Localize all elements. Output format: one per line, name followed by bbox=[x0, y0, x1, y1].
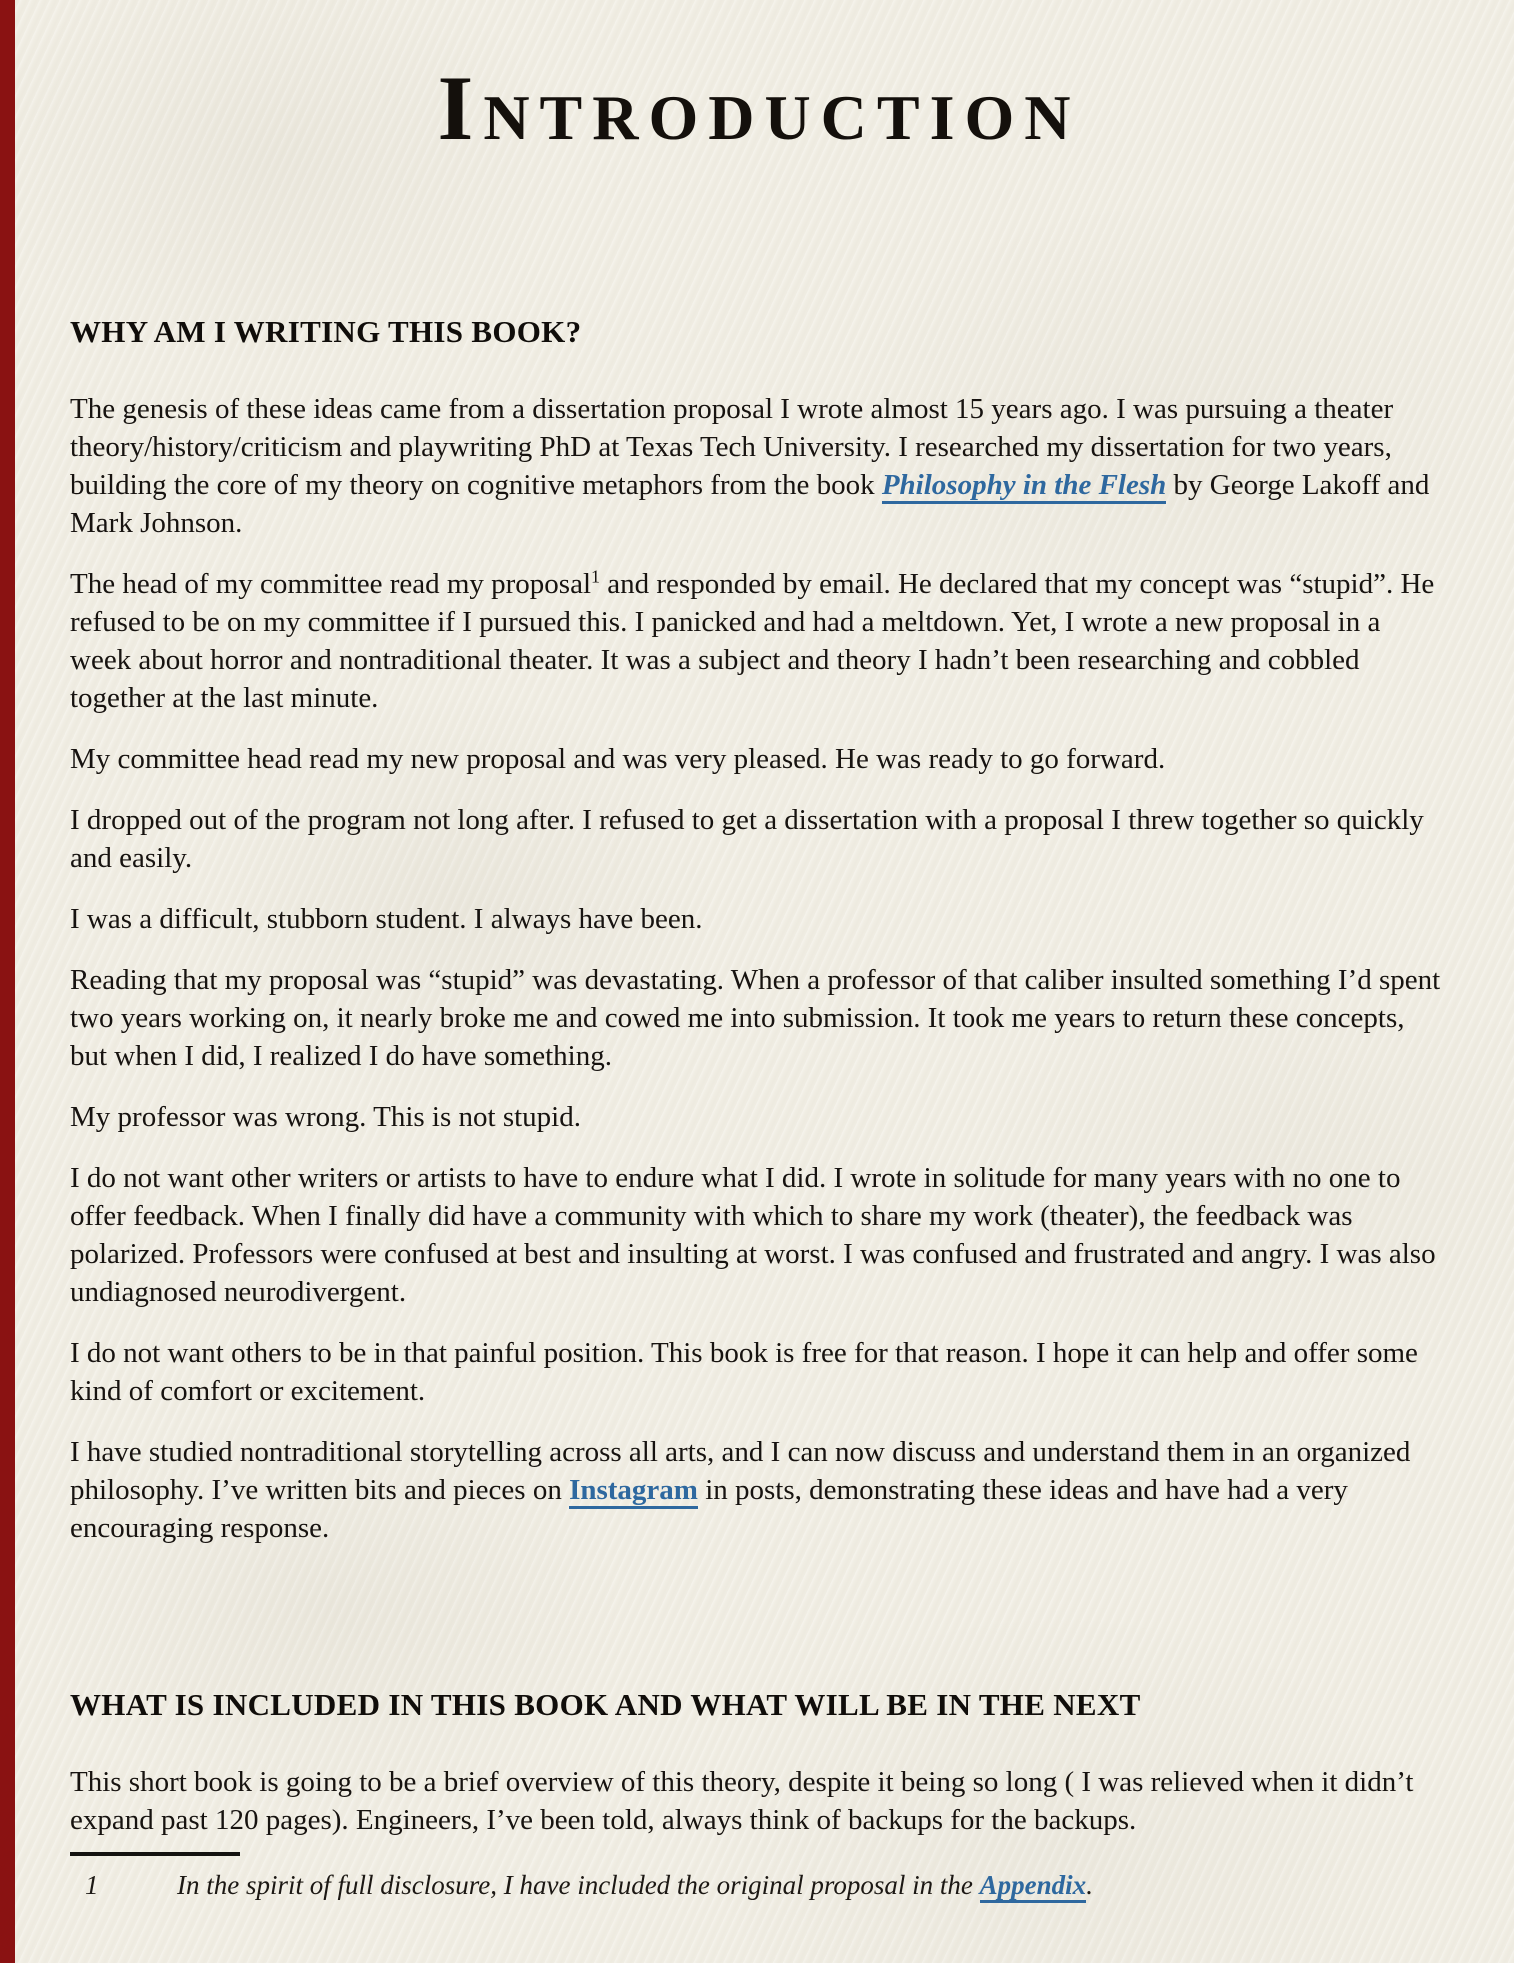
body-text: by George Lakoff and Mark Johnson. bbox=[70, 469, 1430, 540]
body-text: The head of my committee read my proposal bbox=[70, 568, 592, 601]
section-heading: WHY AM I WRITING THIS BOOK? bbox=[70, 314, 582, 350]
footnote-text bbox=[177, 1870, 1093, 1903]
paragraph bbox=[70, 390, 1448, 542]
footnote-separator bbox=[70, 1852, 240, 1856]
paragraph bbox=[70, 1098, 1448, 1136]
body-text: Reading that my proposal was “stupid” was devastating. When a professor of that caliber insulted something I’d spent two years working on, it nearly broke me and cowed me into submission. It took me years to return these concepts, but when I did, I realized I do have something. bbox=[70, 964, 1441, 1073]
body-text: I do not want other writers or artists to have to endure what I did. I wrote in solitude for many years with no one to offer feedback. When I finally did have a community with which to share my work (theater), the feedback was polarized. Professors were confused at best and insulting at worst. I was confused and frustrated and angry. I was also undiagnosed neurodivergent. bbox=[70, 1162, 1436, 1309]
footnote-number: 1 bbox=[85, 1870, 99, 1901]
instagram-link[interactable]: Instagram bbox=[569, 1474, 698, 1509]
body-text: and responded by email. He declared that my concept was “stupid”. He refused to be on my committee if I pursued this. I panicked and had a meltdown. Yet, I wrote a new proposal in a week about horror and nontraditional theater. It was a subject and theory I hadn’t been researching and cobbled together at the last minute. bbox=[70, 568, 1435, 715]
body-text: in posts, demonstrating these ideas and have had a very encouraging response. bbox=[70, 1474, 1348, 1545]
appendix-link[interactable]: Appendix bbox=[980, 1870, 1087, 1903]
paragraph bbox=[70, 1763, 1448, 1839]
paragraph bbox=[70, 1159, 1448, 1311]
body-text: . bbox=[1086, 1870, 1093, 1901]
body-text: I have studied nontraditional storytelling across all arts, and I can now discuss and understand them in an organized philosophy. I’ve written bits and pieces on bbox=[70, 1436, 1411, 1507]
body-text: My committee head read my new proposal and was very pleased. He was ready to go forward. bbox=[70, 743, 1166, 776]
paragraph bbox=[70, 1334, 1448, 1410]
body-text: I do not want others to be in that painful position. This book is free for that reason. I hope it can help and offer some kind of comfort or excitement. bbox=[70, 1337, 1418, 1408]
book-spine-strip bbox=[0, 0, 15, 1963]
footnote bbox=[70, 1852, 1448, 1902]
paragraph bbox=[70, 565, 1448, 717]
body-text: This short book is going to be a brief overview of this theory, despite it being so long ( I was relieved when it didn’t expand past 120 pages). Engineers, I’ve been told, always think of backups for the backups. bbox=[70, 1766, 1414, 1837]
philosophy-in-the-flesh-link[interactable]: Philosophy in the Flesh bbox=[882, 469, 1166, 504]
paragraph bbox=[70, 801, 1448, 877]
body-text: My professor was wrong. This is not stupid. bbox=[70, 1101, 581, 1134]
paragraph bbox=[70, 961, 1448, 1075]
chapter-title: Introduction bbox=[437, 57, 1081, 159]
chapter-body bbox=[70, 314, 1448, 1839]
footnote-line bbox=[70, 1868, 1448, 1902]
paragraph bbox=[70, 1433, 1448, 1547]
paragraph bbox=[70, 900, 1448, 938]
body-text: The genesis of these ideas came from a dissertation proposal I wrote almost 15 years ago. I was pursuing a theater theory/history/criticism and playwriting PhD at Texas Tech University. I researched my dissertation for two years, building the core of my theory on cognitive metaphors from the book bbox=[70, 393, 1394, 502]
body-text: In the spirit of full disclosure, I have included the original proposal in the bbox=[177, 1870, 980, 1901]
paragraph bbox=[70, 740, 1448, 778]
footnote-reference: 1 bbox=[591, 566, 601, 587]
section-heading: WHAT IS INCLUDED IN THIS BOOK AND WHAT WILL BE IN THE NEXT bbox=[70, 1687, 1141, 1723]
body-text: I dropped out of the program not long after. I refused to get a dissertation with a proposal I threw together so quickly and easily. bbox=[70, 804, 1424, 875]
body-text: I was a difficult, stubborn student. I always have been. bbox=[70, 903, 703, 936]
